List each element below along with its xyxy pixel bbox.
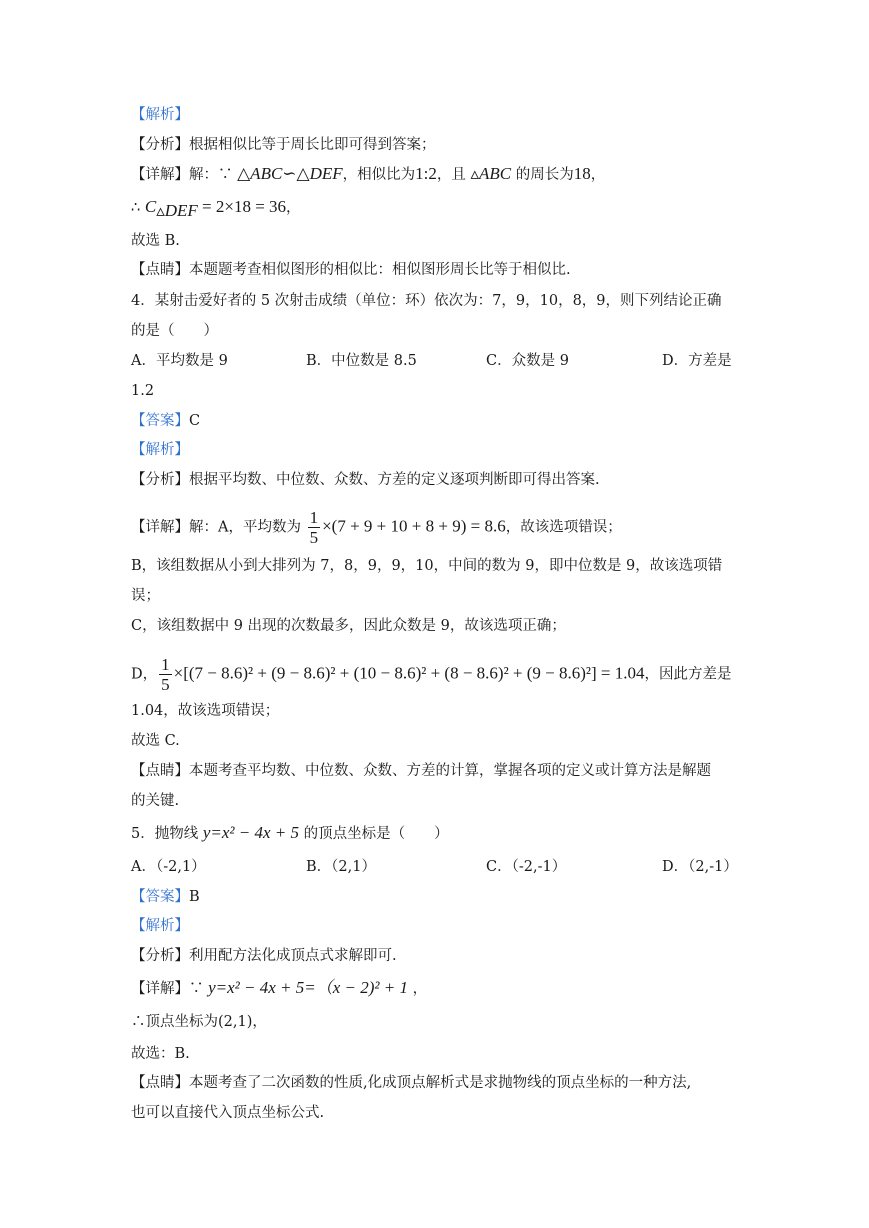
fraction-denominator: 5 [309,528,319,547]
comment-line-2: 也可以直接代入顶点坐标公式. [131,1105,325,1121]
detail-b-2: 误； [131,588,160,604]
select-line: 故选 C. [131,733,180,749]
detail-d [131,655,732,694]
option-d: D．（2,-1） [662,859,738,875]
tag-xiangjie: 【详解】 [131,167,189,183]
fraction [159,655,172,694]
math-vertex-form: y=x² − 4x + 5=（x − 2)² + 1 [208,978,408,997]
text: ，且 [436,167,466,183]
section-tag-analysis: 【解析】 [131,918,189,934]
tag-xiangjie: 【详解】 [131,519,189,536]
text: 解：∵ [189,167,233,183]
text: 解：A，平均数为 [189,519,301,536]
analysis-line [131,135,436,155]
tag-answer: 【答案】 [131,413,189,429]
answer-line [131,411,200,431]
tag-fenxi: 【分析】 [131,137,189,153]
answer-line [131,887,200,907]
math-sub: ▵DEF [156,200,198,220]
option-b: B．（2,1） [306,859,376,875]
option-d-cont: 1.2 [131,383,155,399]
option-a: A．（-2,1） [131,859,206,875]
text: D， [131,666,158,683]
question-4-stem-2: 的是（ ） [131,323,218,339]
comment-line-2: 的关键. [131,793,180,809]
detail-line [131,508,622,547]
because: ∵ [189,981,204,997]
comment-line [131,260,571,280]
fraction [308,508,321,547]
option-a: A．平均数是 9 [131,353,228,369]
tag-fenxi: 【分析】 [131,472,189,488]
fraction-numerator: 1 [309,508,319,527]
tag-dianjing: 【点睛】 [131,763,189,779]
math-triangle: ▵ABC [470,164,512,183]
math-similar: △ABC∽△DEF [237,164,343,183]
math-perimeter: 18 [573,164,591,183]
text: 利用配方法化成顶点式求解即可. [189,948,397,964]
tag-dianjing: 【点睛】 [131,1075,189,1091]
therefore: ∴ [131,200,141,216]
tag-xiangjie: 【详解】 [131,981,189,997]
text: ， [590,167,606,183]
math-expr: = 2×18 = 36 [197,197,287,216]
math-ratio: 1:2 [415,164,437,183]
text: 本题考查了二次函数的性质,化成顶点解析式是求抛物线的顶点坐标的一种方法, [189,1075,692,1091]
math-expr: ×(7 + 9 + 10 + 8 + 9) = 8.6 [322,516,506,536]
analysis-line [131,470,600,490]
option-c: C．众数是 9 [486,353,569,369]
select-line: 故选：B. [131,1046,190,1062]
vertex-line: ∴顶点坐标为(2,1)， [131,1014,267,1030]
variance-expr: ×[(7 − 8.6)² + (9 − 8.6)² + (10 − 8.6)² + (8 − 8.6)² + (9 − 8.6)²] = 1.04 [173,663,645,683]
text: 的顶点坐标是（ ） [303,826,449,842]
text: 根据相似比等于周长比即可得到答案； [189,137,436,153]
analysis-line [131,946,397,966]
tag-dianjing: 【点睛】 [131,262,189,278]
tag-answer: 【答案】 [131,889,189,905]
answer-value: C [189,413,201,429]
section-tag-analysis: 【解析】 [131,107,189,123]
text: 本题题考查相似图形的相似比：相似图形周长比等于相似比. [189,262,571,278]
tag-fenxi: 【分析】 [131,948,189,964]
section-tag-analysis: 【解析】 [131,442,189,458]
detail-d-2: 1.04，故该选项错误； [131,703,280,719]
text: ，因此方差是 [644,666,732,683]
question-5-stem [131,823,449,844]
option-d: D．方差是 [662,353,732,369]
option-b: B．中位数是 8.5 [306,353,417,369]
answer-value: B [189,889,200,905]
fraction-numerator: 1 [161,655,170,674]
question-4-stem-1: 4．某射击爱好者的 5 次射击成绩（单位：环）依次为：7，9，10，8，9，则下列结论正确 [131,293,722,309]
perimeter-line [131,197,301,221]
text: 5．抛物线 [131,826,199,842]
comment-line [131,1073,691,1093]
comment-line [131,761,711,781]
text: ， [286,200,301,216]
select-line: 故选 B. [131,233,180,249]
text: ，故该选项错误； [505,519,622,536]
text: 的周长为 [515,167,574,183]
detail-line [131,164,605,185]
text: 本题考查平均数、中位数、众数、方差的计算，掌握各项的定义或计算方法是解题 [189,763,711,779]
option-c: C．（-2,-1） [486,859,567,875]
math-c: C [144,197,157,216]
text: ， [412,981,428,997]
text: ，相似比为 [342,167,416,183]
detail-b-1: B，该组数据从小到大排列为 7，8，9，9，10，中间的数为 9，即中位数是 9，故该选项错 [131,558,723,574]
detail-line [131,978,427,999]
math-parabola: y=x² − 4x + 5 [202,823,299,842]
text: 根据平均数、中位数、众数、方差的定义逐项判断即可得出答案. [189,472,600,488]
fraction-denominator: 5 [161,675,170,694]
detail-c: C，该组数据中 9 出现的次数最多，因此众数是 9，故该选项正确； [131,618,566,634]
